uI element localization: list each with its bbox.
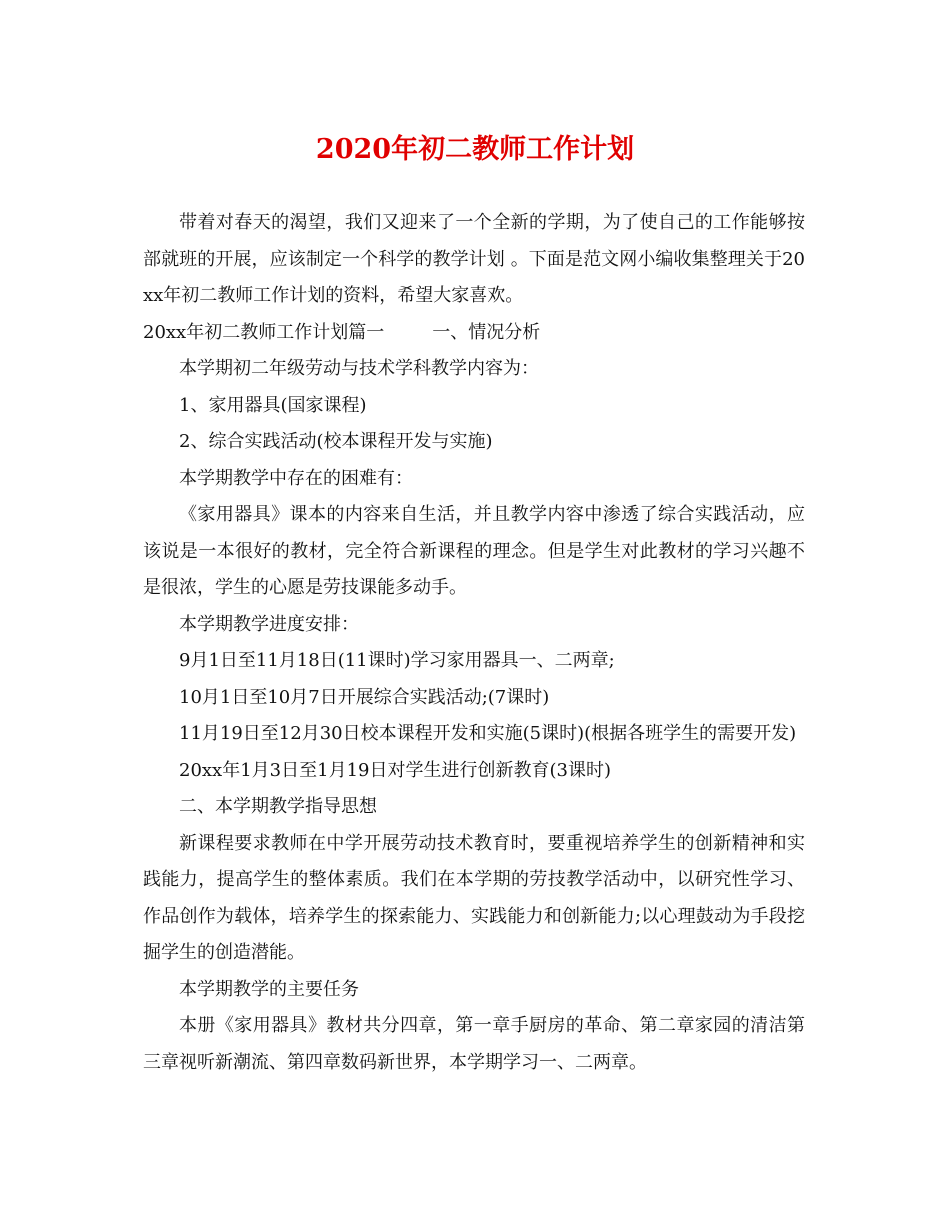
paragraph: 2、综合实践活动(校本课程开发与实施) <box>179 431 493 452</box>
paragraph: 本学期教学中存在的困难有： <box>179 467 413 489</box>
document-body <box>143 205 805 1081</box>
intro-paragraph: 带着对春天的渴望，我们又迎来了一个全新的学期，为了使自己的工作能够按部就班的开展，应该制定一个科学的教学计划 。下面是范文网小编收集整理关于20xx年初二教师工作计划的资料，希望大家喜欢。 <box>143 212 805 306</box>
paragraph: 11月19日至12月30日校本课程开发和实施(5课时)(根据各班学生的需要开发) <box>179 723 797 744</box>
paragraph: 1、家用器具(国家课程) <box>179 394 367 416</box>
paragraph: 9月1日至11月18日(11课时)学习家用器具一、二两章; <box>179 650 615 671</box>
paragraph: 本学期初二年级劳动与技术学科教学内容为： <box>179 358 539 379</box>
paragraph: 20xx年1月3日至1月19日对学生进行创新教育(3课时) <box>179 759 611 781</box>
paragraph: 新课程要求教师在中学开展劳动技术教育时，要重视培养学生的创新精神和实践能力，提高学生的整体素质。我们在本学期的劳技教学活动中，以研究性学习、作品创作为载体，培养学生的探索能力、实践能力和创新能力;以心理鼓动为手段挖掘学生的创造潜能。 <box>143 832 805 963</box>
document-title: 2020年初二教师工作计划 <box>315 134 635 165</box>
paragraph: 二、本学期教学指导思想 <box>179 796 377 817</box>
paragraph: 10月1日至10月7日开展综合实践活动;(7课时) <box>179 686 550 708</box>
paragraph: 本册《家用器具》教材共分四章，第一章手厨房的革命、第二章家园的清洁第三章视听新潮流、第四章数码新世界，本学期学习一、二两章。 <box>143 1015 805 1073</box>
section-heading-left: 20xx年初二教师工作计划篇一 <box>143 321 385 343</box>
paragraph: 本学期教学进度安排： <box>179 613 359 635</box>
section-heading-right: 一、情况分析 <box>432 321 541 343</box>
section-heading <box>143 315 805 352</box>
paragraph: 本学期教学的主要任务 <box>179 978 359 1000</box>
paragraph: 《家用器具》课本的内容来自生活，并且教学内容中渗透了综合实践活动，应该说是一本很好的教材，完全符合新课程的理念。但是学生对此教材的学习兴趣不是很浓，学生的心愿是劳技课能多动手。 <box>143 504 805 598</box>
